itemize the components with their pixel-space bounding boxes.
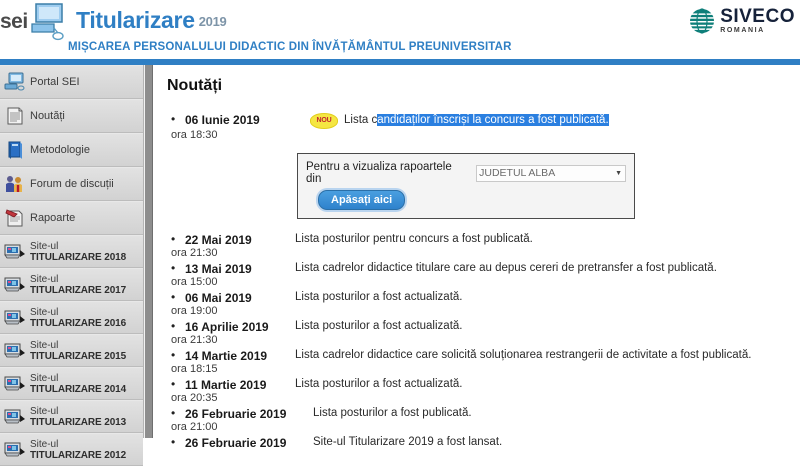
- sei-monitor-icon: [28, 2, 68, 46]
- siveco-globe-icon: [689, 8, 715, 34]
- app-year: 2019: [198, 14, 227, 29]
- sidebar-archive-2018[interactable]: [0, 235, 143, 268]
- news-date: • 26 Februarie 2019: [185, 436, 287, 450]
- sidebar-archive-2017[interactable]: [0, 268, 143, 301]
- news-date: • 16 Aprilie 2019: [185, 320, 269, 334]
- sidebar-archive-2015[interactable]: [0, 334, 143, 367]
- archive-line1: Site-ul: [30, 372, 59, 384]
- main-content: [153, 65, 800, 450]
- sidebar-item-label: Noutăți: [30, 110, 65, 122]
- archive-label: [30, 274, 126, 296]
- archive-line1: Site-ul: [30, 438, 59, 450]
- book-icon: [0, 140, 30, 160]
- news-text: Lista posturilor a fost actualizată.: [295, 378, 463, 390]
- archive-line2: TITULARIZARE 2015: [30, 350, 127, 362]
- page-header: [0, 0, 800, 60]
- sidebar: [0, 65, 144, 461]
- report-selector-line: [306, 161, 626, 185]
- siveco-wordmark: [720, 7, 795, 34]
- archive-line1: Site-ul: [30, 405, 59, 417]
- archive-monitor-icon: [0, 242, 30, 262]
- sidebar-archive-2014[interactable]: [0, 367, 143, 400]
- news-date: • 11 Martie 2019: [185, 378, 267, 392]
- news-item: [167, 378, 794, 404]
- sidebar-item-rapoarte[interactable]: [0, 201, 143, 235]
- siveco-logo[interactable]: [689, 7, 795, 34]
- siveco-subname: ROMANIA: [720, 27, 765, 34]
- news-item: [167, 436, 794, 450]
- archive-label: [30, 439, 126, 461]
- news-list: [167, 113, 794, 450]
- news-item-featured: [167, 113, 794, 141]
- sidebar-item-label: Rapoarte: [30, 212, 76, 224]
- news-text: Lista posturilor a fost publicată.: [313, 407, 472, 419]
- news-time: ora 21:00: [171, 421, 218, 433]
- news-date: • 13 Mai 2019: [185, 262, 252, 276]
- archive-monitor-icon: [0, 374, 30, 394]
- news-time: ora 21:30: [171, 247, 218, 259]
- sidebar-item-label: Portal SEI: [30, 76, 80, 88]
- submit-button[interactable]: Apăsați aici: [318, 190, 405, 210]
- news-item: [167, 233, 794, 259]
- archive-line2: TITULARIZARE 2014: [30, 383, 127, 395]
- news-text-plain: Lista c: [344, 114, 378, 126]
- archive-label: [30, 241, 126, 263]
- archive-monitor-icon: [0, 407, 30, 427]
- county-select[interactable]: [476, 165, 626, 182]
- archive-line1: Site-ul: [30, 306, 59, 318]
- news-text-selected: andidaților înscriși la concurs a fost publicată.: [377, 114, 609, 126]
- news-date: • 06 Mai 2019: [185, 291, 252, 305]
- news-text: Lista posturilor pentru concurs a fost publicată.: [295, 233, 533, 245]
- archive-line2: TITULARIZARE 2016: [30, 317, 127, 329]
- news-item: [167, 262, 794, 288]
- app-title-text: Titularizare: [76, 7, 195, 33]
- sidebar-item-label: Metodologie: [30, 144, 90, 156]
- archive-line1: Site-ul: [30, 273, 59, 285]
- new-badge: NOU: [310, 113, 338, 129]
- news-date: • 22 Mai 2019: [185, 233, 252, 247]
- news-text: Lista cadrelor didactice care solicită soluționarea restrangerii de activitate a fost publicată.: [295, 349, 752, 361]
- archive-monitor-icon: [0, 440, 30, 460]
- sidebar-item-portal-sei[interactable]: [0, 65, 143, 99]
- archive-line2: TITULARIZARE 2012: [30, 449, 127, 461]
- news-document-icon: [0, 106, 30, 126]
- people-icon: [0, 174, 30, 194]
- news-date: • 06 Iunie 2019: [185, 113, 260, 127]
- page-subtitle: MIȘCAREA PERSONALULUI DIDACTIC DIN ÎNVĂȚĂMÂNTUL PREUNIVERSITAR: [68, 41, 512, 53]
- news-date: • 26 Februarie 2019: [185, 407, 287, 421]
- news-item: [167, 407, 794, 433]
- county-select-value: JUDETUL ALBA: [479, 167, 556, 179]
- sei-logo-text: sei: [0, 10, 28, 33]
- news-text: Lista cadrelor didactice titulare care au depus cereri de pretransfer a fost publicată.: [295, 262, 717, 274]
- news-time: ora 19:00: [171, 305, 218, 317]
- archive-label: [30, 373, 126, 395]
- sidebar-divider: [144, 65, 153, 438]
- page-title: Noutăți: [167, 77, 223, 94]
- siveco-name: SIVECO: [720, 6, 795, 27]
- sidebar-archive-2013[interactable]: [0, 400, 143, 433]
- news-text: Site-ul Titularizare 2019 a fost lansat.: [313, 436, 503, 448]
- archive-label: [30, 340, 126, 362]
- archive-monitor-icon: [0, 275, 30, 295]
- news-time: ora 18:15: [171, 363, 218, 375]
- archive-monitor-icon: [0, 308, 30, 328]
- news-item: [167, 291, 794, 317]
- sidebar-archive-2016[interactable]: [0, 301, 143, 334]
- sei-logo[interactable]: [0, 0, 70, 56]
- chevron-down-icon: ▼: [615, 169, 622, 177]
- news-item: [167, 320, 794, 346]
- report-selector-label: Pentru a vizualiza rapoartele din: [306, 161, 452, 185]
- news-time: ora 15:00: [171, 276, 218, 288]
- news-text: [310, 113, 609, 129]
- news-time: ora 20:35: [171, 392, 218, 404]
- app-title: [76, 7, 226, 34]
- archive-line1: Site-ul: [30, 339, 59, 351]
- news-time: ora 18:30: [171, 129, 218, 141]
- sidebar-item-metodologie[interactable]: [0, 133, 143, 167]
- archive-label: [30, 307, 126, 329]
- report-icon: [0, 208, 30, 228]
- archive-line1: Site-ul: [30, 240, 59, 252]
- archive-line2: TITULARIZARE 2017: [30, 284, 127, 296]
- archive-line2: TITULARIZARE 2018: [30, 251, 127, 263]
- archive-monitor-icon: [0, 341, 30, 361]
- sidebar-item-forum[interactable]: [0, 167, 143, 201]
- news-item: [167, 349, 794, 375]
- archive-label: [30, 406, 126, 428]
- archive-line2: TITULARIZARE 2013: [30, 416, 127, 428]
- page-body: [0, 65, 800, 461]
- sidebar-item-noutati[interactable]: [0, 99, 143, 133]
- news-text: Lista posturilor a fost actualizată.: [295, 291, 463, 303]
- monitor-icon: [0, 72, 30, 92]
- sidebar-item-label: Forum de discuții: [30, 178, 114, 190]
- news-time: ora 21:30: [171, 334, 218, 346]
- news-date: • 14 Martie 2019: [185, 349, 268, 363]
- news-text: Lista posturilor a fost actualizată.: [295, 320, 463, 332]
- report-selector-panel: [297, 153, 635, 219]
